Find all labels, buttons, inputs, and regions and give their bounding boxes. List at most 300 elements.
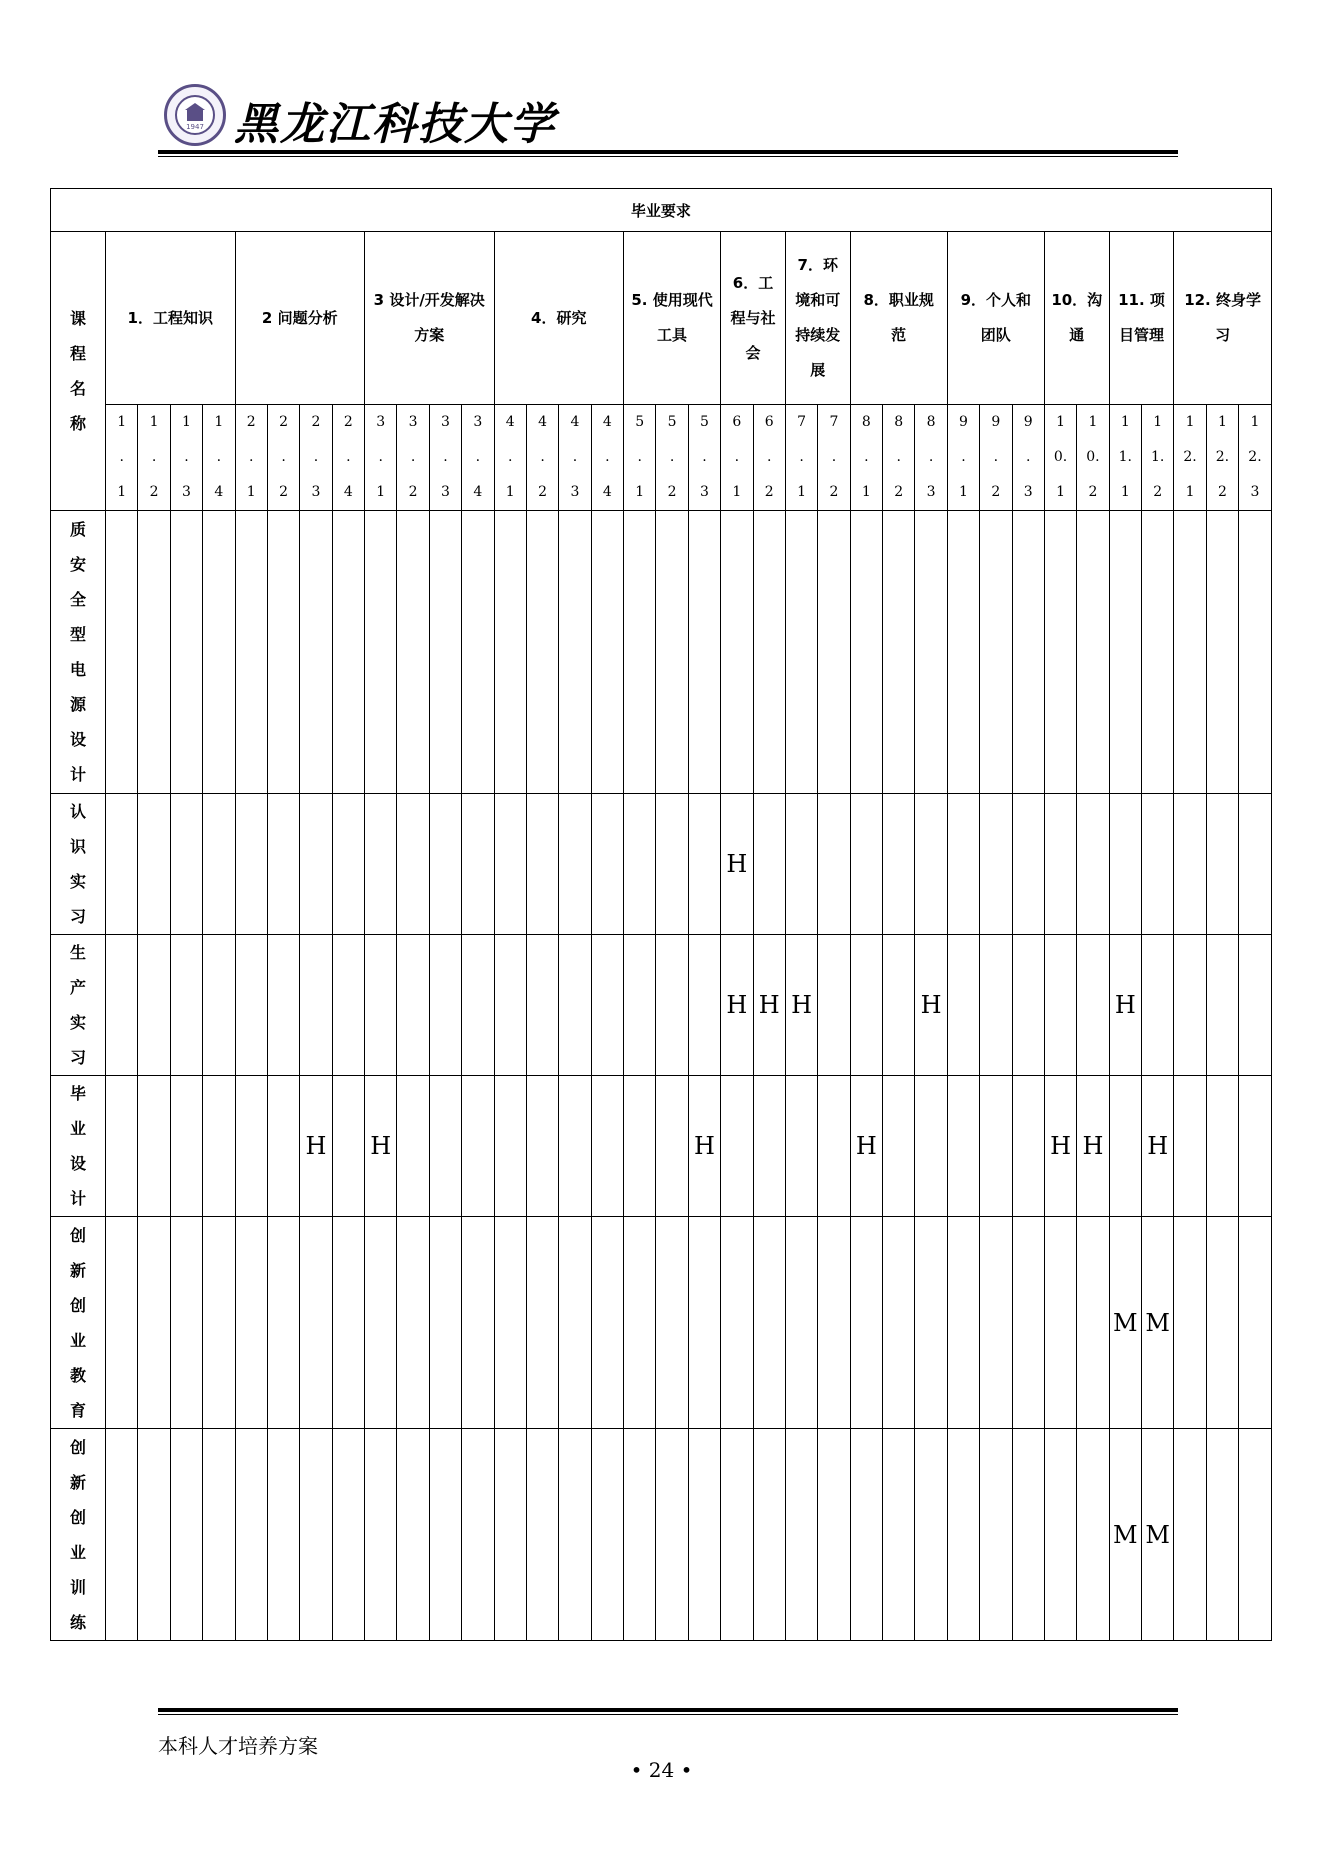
- matrix-cell: [170, 935, 202, 1076]
- requirement-group-header: 4．研究: [494, 232, 624, 405]
- matrix-cell: [559, 511, 591, 794]
- matrix-cell: [947, 935, 979, 1076]
- matrix-cell: [915, 1217, 947, 1429]
- matrix-cell: [1012, 1429, 1044, 1641]
- matrix-cell: [332, 1217, 364, 1429]
- matrix-cell: [883, 1217, 915, 1429]
- matrix-cell: [267, 935, 299, 1076]
- matrix-cell: [1109, 511, 1141, 794]
- matrix-cell: [656, 1429, 688, 1641]
- matrix-cell: [850, 935, 882, 1076]
- matrix-cell: [624, 1429, 656, 1641]
- matrix-cell: [1239, 1217, 1272, 1429]
- matrix-cell: [138, 1217, 170, 1429]
- sub-requirement-number: 7 . 1: [785, 405, 817, 511]
- matrix-cell: [721, 1429, 753, 1641]
- requirement-group-header: 9．个人和团队: [947, 232, 1044, 405]
- matrix-cell: [462, 1076, 494, 1217]
- matrix-cell: [883, 1076, 915, 1217]
- matrix-cell: [235, 794, 267, 935]
- matrix-cell: [1239, 1076, 1272, 1217]
- matrix-cell: [494, 1076, 526, 1217]
- matrix-cell: [818, 935, 850, 1076]
- matrix-cell: [1206, 935, 1238, 1076]
- requirement-group-header: 7．环境和可持续发展: [785, 232, 850, 405]
- matrix-cell: [397, 511, 429, 794]
- course-row: [51, 794, 1272, 935]
- matrix-cell: [526, 511, 558, 794]
- matrix-cell: [947, 794, 979, 935]
- matrix-cell: [656, 794, 688, 935]
- support-level-mark: H: [920, 991, 942, 1019]
- matrix-cell: [721, 794, 753, 935]
- matrix-cell: [365, 1076, 397, 1217]
- matrix-cell: [397, 1076, 429, 1217]
- matrix-cell: [785, 1429, 817, 1641]
- matrix-cell: [267, 511, 299, 794]
- matrix-cell: [883, 794, 915, 935]
- matrix-cell: [1142, 1429, 1174, 1641]
- matrix-cell: [170, 1429, 202, 1641]
- matrix-cell: [785, 1217, 817, 1429]
- matrix-cell: [462, 935, 494, 1076]
- sub-requirement-number: 3 . 3: [429, 405, 461, 511]
- sub-requirement-number: 1 . 2: [138, 405, 170, 511]
- support-level-mark: M: [1113, 1308, 1138, 1337]
- matrix-cell: [397, 794, 429, 935]
- matrix-cell: [397, 1217, 429, 1429]
- sub-requirement-number: 9 . 3: [1012, 405, 1044, 511]
- matrix-cell: [883, 935, 915, 1076]
- matrix-cell: [1174, 935, 1206, 1076]
- matrix-cell: [526, 1217, 558, 1429]
- matrix-cell: [106, 1429, 138, 1641]
- matrix-cell: [559, 1429, 591, 1641]
- header-rule-thick: [158, 150, 1178, 154]
- matrix-cell: [397, 1429, 429, 1641]
- matrix-cell: [1239, 1429, 1272, 1641]
- matrix-cell: [1012, 1076, 1044, 1217]
- matrix-cell: [818, 1429, 850, 1641]
- matrix-cell: [688, 511, 720, 794]
- matrix-cell: [656, 1076, 688, 1217]
- matrix-cell: [235, 511, 267, 794]
- matrix-cell: [332, 794, 364, 935]
- matrix-cell: [915, 935, 947, 1076]
- matrix-cell: [1239, 511, 1272, 794]
- matrix-cell: [1044, 794, 1076, 935]
- matrix-cell: [753, 511, 785, 794]
- matrix-cell: [106, 935, 138, 1076]
- matrix-cell: [1012, 511, 1044, 794]
- course-row: [51, 1429, 1272, 1641]
- sub-requirement-number: 2 . 4: [332, 405, 364, 511]
- course-name-cell: 生产实习: [51, 935, 106, 1076]
- matrix-cell: [267, 1076, 299, 1217]
- matrix-cell: [494, 1217, 526, 1429]
- support-level-mark: H: [726, 991, 748, 1019]
- course-name-header: 课程名称: [51, 232, 106, 511]
- matrix-cell: [721, 1217, 753, 1429]
- sub-requirement-number: 9 . 1: [947, 405, 979, 511]
- matrix-cell: [753, 1076, 785, 1217]
- requirement-group-header: 3 设计/开发解决方案: [365, 232, 495, 405]
- sub-requirement-number: 8 . 3: [915, 405, 947, 511]
- matrix-cell: [1044, 1076, 1076, 1217]
- matrix-cell: [785, 1076, 817, 1217]
- support-level-mark: H: [370, 1132, 392, 1160]
- matrix-cell: [267, 794, 299, 935]
- matrix-cell: [559, 794, 591, 935]
- matrix-cell: [1044, 511, 1076, 794]
- sub-requirement-number: 3 . 1: [365, 405, 397, 511]
- matrix-cell: [494, 935, 526, 1076]
- matrix-cell: [818, 511, 850, 794]
- matrix-cell: [494, 511, 526, 794]
- sub-requirement-number: 1 . 3: [170, 405, 202, 511]
- matrix-cell: [785, 511, 817, 794]
- support-level-mark: H: [726, 850, 748, 878]
- matrix-cell: [494, 794, 526, 935]
- matrix-cell: [1206, 511, 1238, 794]
- matrix-cell: [721, 935, 753, 1076]
- course-row: [51, 511, 1272, 794]
- matrix-cell: [656, 511, 688, 794]
- matrix-cell: [591, 1076, 623, 1217]
- requirement-group-header: 5. 使用现代工具: [624, 232, 721, 405]
- matrix-cell: [591, 511, 623, 794]
- matrix-cell: [332, 1076, 364, 1217]
- requirement-group-header: 6．工程与社会: [721, 232, 786, 405]
- matrix-cell: [980, 794, 1012, 935]
- matrix-cell: [203, 935, 235, 1076]
- sub-requirement-number: 2 . 1: [235, 405, 267, 511]
- matrix-cell: [429, 1217, 461, 1429]
- matrix-cell: [462, 1217, 494, 1429]
- sub-requirement-number: 5 . 1: [624, 405, 656, 511]
- sub-requirement-number: 6 . 1: [721, 405, 753, 511]
- requirement-group-header: 12. 终身学习: [1174, 232, 1271, 405]
- matrix-cell: [300, 935, 332, 1076]
- matrix-cell: [397, 935, 429, 1076]
- matrix-cell: [850, 1076, 882, 1217]
- matrix-cell: [883, 511, 915, 794]
- matrix-cell: [267, 1217, 299, 1429]
- matrix-cell: [1109, 794, 1141, 935]
- support-level-mark: H: [1082, 1132, 1104, 1160]
- sub-requirement-number: 9 . 2: [980, 405, 1012, 511]
- matrix-cell: [883, 1429, 915, 1641]
- matrix-cell: [980, 935, 1012, 1076]
- matrix-cell: [170, 1217, 202, 1429]
- support-level-mark: H: [855, 1132, 877, 1160]
- matrix-cell: [1012, 1217, 1044, 1429]
- matrix-cell: [203, 1429, 235, 1641]
- matrix-cell: [818, 1217, 850, 1429]
- matrix-cell: [1077, 794, 1109, 935]
- matrix-cell: [721, 1076, 753, 1217]
- matrix-cell: [1077, 511, 1109, 794]
- matrix-cell: [170, 794, 202, 935]
- matrix-cell: [1174, 1076, 1206, 1217]
- matrix-cell: [526, 1429, 558, 1641]
- matrix-cell: [1206, 1217, 1238, 1429]
- footer-program-title: 本科人才培养方案: [158, 1734, 318, 1758]
- matrix-cell: [300, 1429, 332, 1641]
- matrix-cell: [688, 1429, 720, 1641]
- matrix-cell: [818, 794, 850, 935]
- matrix-cell: [203, 1217, 235, 1429]
- matrix-cell: [1206, 1076, 1238, 1217]
- course-name-cell: 毕业设计: [51, 1076, 106, 1217]
- sub-requirement-number: 7 . 2: [818, 405, 850, 511]
- matrix-cell: [915, 1076, 947, 1217]
- support-level-mark: M: [1113, 1520, 1138, 1549]
- requirement-group-header: 1．工程知识: [106, 232, 236, 405]
- matrix-cell: [624, 1217, 656, 1429]
- matrix-cell: [559, 935, 591, 1076]
- matrix-cell: [300, 1076, 332, 1217]
- footer-rule-thin: [158, 1714, 1178, 1715]
- sub-requirement-number: 4 . 2: [526, 405, 558, 511]
- matrix-cell: [656, 935, 688, 1076]
- matrix-cell: [170, 1076, 202, 1217]
- support-level-mark: H: [791, 991, 813, 1019]
- course-row: [51, 1076, 1272, 1217]
- matrix-cell: [462, 794, 494, 935]
- matrix-cell: [980, 1429, 1012, 1641]
- matrix-cell: [753, 1217, 785, 1429]
- matrix-cell: [300, 1217, 332, 1429]
- sub-requirement-number: 6 . 2: [753, 405, 785, 511]
- sub-requirement-number: 3 . 2: [397, 405, 429, 511]
- matrix-cell: [429, 511, 461, 794]
- matrix-cell: [1109, 1076, 1141, 1217]
- matrix-cell: [1109, 1429, 1141, 1641]
- matrix-cell: [850, 1217, 882, 1429]
- sub-requirement-number: 1 2. 1: [1174, 405, 1206, 511]
- matrix-cell: [559, 1076, 591, 1217]
- matrix-cell: [1077, 1217, 1109, 1429]
- matrix-cell: [624, 1076, 656, 1217]
- matrix-cell: [332, 1429, 364, 1641]
- requirement-group-header: 2 问题分析: [235, 232, 365, 405]
- sub-requirement-number: 5 . 3: [688, 405, 720, 511]
- matrix-cell: [138, 794, 170, 935]
- course-name-cell: 创新创业训练: [51, 1429, 106, 1641]
- requirement-group-header: 8．职业规范: [850, 232, 947, 405]
- matrix-cell: [1109, 935, 1141, 1076]
- course-row: [51, 1217, 1272, 1429]
- matrix-cell: [1174, 1429, 1206, 1641]
- university-seal-logo: 1947: [164, 84, 226, 146]
- matrix-cell: [1077, 1429, 1109, 1641]
- support-level-mark: H: [1147, 1132, 1169, 1160]
- matrix-cell: [1206, 1429, 1238, 1641]
- matrix-cell: [688, 1217, 720, 1429]
- support-level-mark: H: [758, 991, 780, 1019]
- matrix-cell: [1239, 794, 1272, 935]
- matrix-cell: [170, 511, 202, 794]
- matrix-cell: [915, 1429, 947, 1641]
- sub-requirement-number: 1 0. 2: [1077, 405, 1109, 511]
- course-name-cell: 质安全型电源设计: [51, 511, 106, 794]
- matrix-title: 毕业要求: [51, 189, 1272, 232]
- matrix-cell: [688, 794, 720, 935]
- matrix-cell: [235, 1076, 267, 1217]
- sub-requirement-number: 1 . 4: [203, 405, 235, 511]
- matrix-cell: [1077, 935, 1109, 1076]
- support-level-mark: H: [305, 1132, 327, 1160]
- matrix-cell: [1044, 1429, 1076, 1641]
- support-level-mark: M: [1145, 1308, 1170, 1337]
- matrix-cell: [1142, 1076, 1174, 1217]
- matrix-cell: [947, 1217, 979, 1429]
- matrix-cell: [850, 794, 882, 935]
- matrix-cell: [526, 935, 558, 1076]
- matrix-cell: [721, 511, 753, 794]
- page-number: • 24 •: [630, 1758, 693, 1782]
- matrix-cell: [947, 1429, 979, 1641]
- matrix-cell: [300, 511, 332, 794]
- matrix-cell: [429, 1429, 461, 1641]
- matrix-cell: [138, 935, 170, 1076]
- course-name-cell: 创新创业教育: [51, 1217, 106, 1429]
- matrix-cell: [624, 511, 656, 794]
- matrix-cell: [429, 1076, 461, 1217]
- matrix-cell: [300, 794, 332, 935]
- matrix-cell: [1142, 511, 1174, 794]
- matrix-cell: [106, 794, 138, 935]
- matrix-cell: [1239, 935, 1272, 1076]
- footer-rule-thick: [158, 1708, 1178, 1712]
- matrix-cell: [106, 1076, 138, 1217]
- matrix-cell: [365, 1429, 397, 1641]
- matrix-cell: [1174, 794, 1206, 935]
- sub-requirement-number: 1 1. 2: [1142, 405, 1174, 511]
- matrix-cell: [980, 1217, 1012, 1429]
- matrix-cell: [753, 794, 785, 935]
- matrix-cell: [332, 935, 364, 1076]
- matrix-cell: [462, 511, 494, 794]
- matrix-cell: [138, 511, 170, 794]
- university-name: 黑龙江科技大学: [234, 99, 556, 150]
- matrix-cell: [656, 1217, 688, 1429]
- matrix-cell: [947, 1076, 979, 1217]
- matrix-cell: [1044, 1217, 1076, 1429]
- matrix-cell: [915, 511, 947, 794]
- matrix-cell: [1077, 1076, 1109, 1217]
- sub-requirement-number: 8 . 2: [883, 405, 915, 511]
- matrix-cell: [526, 794, 558, 935]
- matrix-cell: [1012, 935, 1044, 1076]
- sub-requirement-number: 2 . 3: [300, 405, 332, 511]
- sub-requirement-number: 1 0. 1: [1044, 405, 1076, 511]
- support-level-mark: H: [693, 1132, 715, 1160]
- sub-requirement-number: 2 . 2: [267, 405, 299, 511]
- matrix-cell: [267, 1429, 299, 1641]
- sub-requirement-number: 1 2. 2: [1206, 405, 1238, 511]
- matrix-cell: [365, 935, 397, 1076]
- course-name-cell: 认识实习: [51, 794, 106, 935]
- matrix-cell: [980, 1076, 1012, 1217]
- matrix-cell: [429, 794, 461, 935]
- sub-requirement-number: 8 . 1: [850, 405, 882, 511]
- sub-requirement-number: 4 . 3: [559, 405, 591, 511]
- matrix-cell: [624, 794, 656, 935]
- support-level-mark: H: [1114, 991, 1136, 1019]
- matrix-cell: [106, 511, 138, 794]
- matrix-cell: [203, 511, 235, 794]
- matrix-cell: [591, 935, 623, 1076]
- matrix-cell: [1174, 1217, 1206, 1429]
- sub-requirement-number: 1 . 1: [106, 405, 138, 511]
- requirement-group-header: 10．沟通: [1044, 232, 1109, 405]
- matrix-cell: [947, 511, 979, 794]
- matrix-cell: [785, 794, 817, 935]
- matrix-cell: [203, 794, 235, 935]
- matrix-cell: [818, 1076, 850, 1217]
- page-header: [158, 84, 1178, 160]
- matrix-cell: [753, 1429, 785, 1641]
- matrix-cell: [1142, 1217, 1174, 1429]
- sub-requirement-number: 3 . 4: [462, 405, 494, 511]
- matrix-cell: [980, 511, 1012, 794]
- matrix-cell: [365, 1217, 397, 1429]
- matrix-cell: [1142, 935, 1174, 1076]
- matrix-cell: [1142, 794, 1174, 935]
- matrix-cell: [235, 935, 267, 1076]
- support-level-mark: M: [1145, 1520, 1170, 1549]
- matrix-cell: [688, 1076, 720, 1217]
- matrix-cell: [850, 511, 882, 794]
- matrix-cell: [462, 1429, 494, 1641]
- matrix-cell: [138, 1076, 170, 1217]
- sub-requirement-number: 4 . 1: [494, 405, 526, 511]
- matrix-cell: [1109, 1217, 1141, 1429]
- matrix-cell: [688, 935, 720, 1076]
- matrix-cell: [591, 1217, 623, 1429]
- requirement-group-header: 11. 项目管理: [1109, 232, 1174, 405]
- matrix-cell: [624, 935, 656, 1076]
- matrix-cell: [203, 1076, 235, 1217]
- matrix-cell: [1206, 794, 1238, 935]
- matrix-cell: [1174, 511, 1206, 794]
- matrix-cell: [785, 935, 817, 1076]
- sub-requirement-number: 1 2. 3: [1239, 405, 1272, 511]
- sub-requirement-number: 5 . 2: [656, 405, 688, 511]
- matrix-cell: [559, 1217, 591, 1429]
- course-row: [51, 935, 1272, 1076]
- matrix-cell: [429, 935, 461, 1076]
- matrix-cell: [365, 794, 397, 935]
- matrix-cell: [365, 511, 397, 794]
- matrix-cell: [235, 1217, 267, 1429]
- matrix-cell: [332, 511, 364, 794]
- matrix-cell: [850, 1429, 882, 1641]
- matrix-cell: [753, 935, 785, 1076]
- matrix-cell: [591, 794, 623, 935]
- matrix-cell: [138, 1429, 170, 1641]
- matrix-cell: [1044, 935, 1076, 1076]
- support-level-mark: H: [1050, 1132, 1072, 1160]
- matrix-cell: [106, 1217, 138, 1429]
- matrix-cell: [526, 1076, 558, 1217]
- matrix-cell: [235, 1429, 267, 1641]
- matrix-cell: [494, 1429, 526, 1641]
- matrix-cell: [915, 794, 947, 935]
- graduation-requirements-matrix: [50, 188, 1272, 1641]
